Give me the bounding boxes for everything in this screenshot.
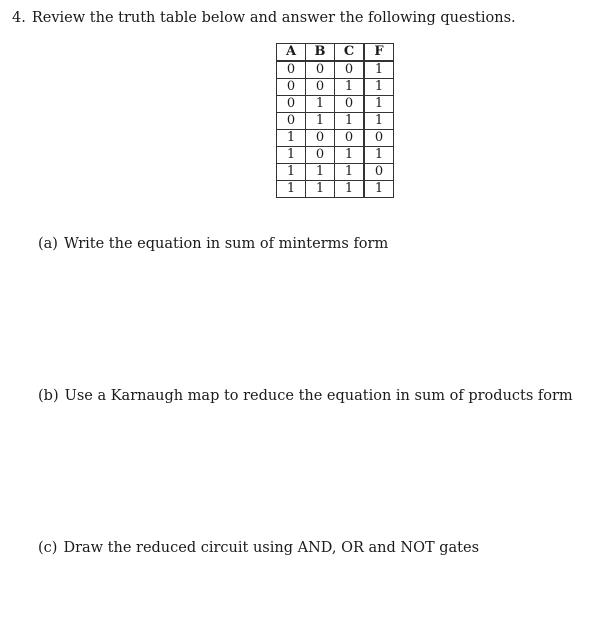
table-row bbox=[277, 164, 394, 181]
cell-a: 1 bbox=[277, 164, 306, 181]
part-b-text: Use a Karnaugh map to reduce the equation in sum of products form bbox=[64, 388, 573, 404]
cell-f: 1 bbox=[364, 147, 394, 164]
cell-c: 1 bbox=[335, 79, 365, 96]
question-number: 4. bbox=[12, 10, 26, 26]
part-c-text: Draw the reduced circuit using AND, OR and NOT gates bbox=[63, 540, 480, 556]
cell-b: 0 bbox=[306, 79, 335, 96]
cell-a: 0 bbox=[277, 96, 306, 113]
cell-f: 0 bbox=[364, 164, 394, 181]
part-a-text: Write the equation in sum of minterms form bbox=[63, 236, 389, 252]
table-row bbox=[277, 147, 394, 164]
table-row bbox=[277, 130, 394, 147]
part-b-tag: (b) bbox=[38, 388, 59, 404]
cell-b: 0 bbox=[306, 130, 335, 147]
truth-table-header-row bbox=[277, 44, 394, 62]
header-b: B bbox=[306, 44, 335, 62]
cell-b: 0 bbox=[306, 147, 335, 164]
cell-a: 1 bbox=[277, 130, 306, 147]
part-b bbox=[38, 388, 573, 404]
cell-b: 1 bbox=[306, 164, 335, 181]
cell-f: 1 bbox=[364, 61, 394, 79]
table-row bbox=[277, 181, 394, 198]
cell-a: 0 bbox=[277, 61, 306, 79]
cell-b: 0 bbox=[306, 61, 335, 79]
cell-b: 1 bbox=[306, 181, 335, 198]
table-row bbox=[277, 96, 394, 113]
part-a bbox=[38, 236, 388, 252]
cell-c: 1 bbox=[335, 147, 365, 164]
cell-c: 1 bbox=[335, 181, 365, 198]
truth-table bbox=[276, 43, 394, 198]
table-row bbox=[277, 113, 394, 130]
table-row bbox=[277, 61, 394, 79]
header-f: F bbox=[364, 44, 394, 62]
cell-a: 0 bbox=[277, 79, 306, 96]
cell-f: 1 bbox=[364, 181, 394, 198]
cell-c: 1 bbox=[335, 164, 365, 181]
cell-a: 1 bbox=[277, 181, 306, 198]
cell-f: 0 bbox=[364, 130, 394, 147]
cell-a: 0 bbox=[277, 113, 306, 130]
cell-b: 1 bbox=[306, 113, 335, 130]
part-a-tag: (a) bbox=[38, 236, 58, 252]
question-heading bbox=[12, 10, 516, 26]
cell-f: 1 bbox=[364, 79, 394, 96]
cell-c: 1 bbox=[335, 113, 365, 130]
cell-c: 0 bbox=[335, 130, 365, 147]
cell-c: 0 bbox=[335, 61, 365, 79]
cell-f: 1 bbox=[364, 113, 394, 130]
cell-b: 1 bbox=[306, 96, 335, 113]
cell-f: 1 bbox=[364, 96, 394, 113]
table-row bbox=[277, 79, 394, 96]
cell-a: 1 bbox=[277, 147, 306, 164]
part-c bbox=[38, 540, 479, 556]
part-c-tag: (c) bbox=[38, 540, 58, 556]
header-a: A bbox=[277, 44, 306, 62]
question-prompt: Review the truth table below and answer the following questions. bbox=[31, 10, 516, 26]
cell-c: 0 bbox=[335, 96, 365, 113]
header-c: C bbox=[335, 44, 365, 62]
